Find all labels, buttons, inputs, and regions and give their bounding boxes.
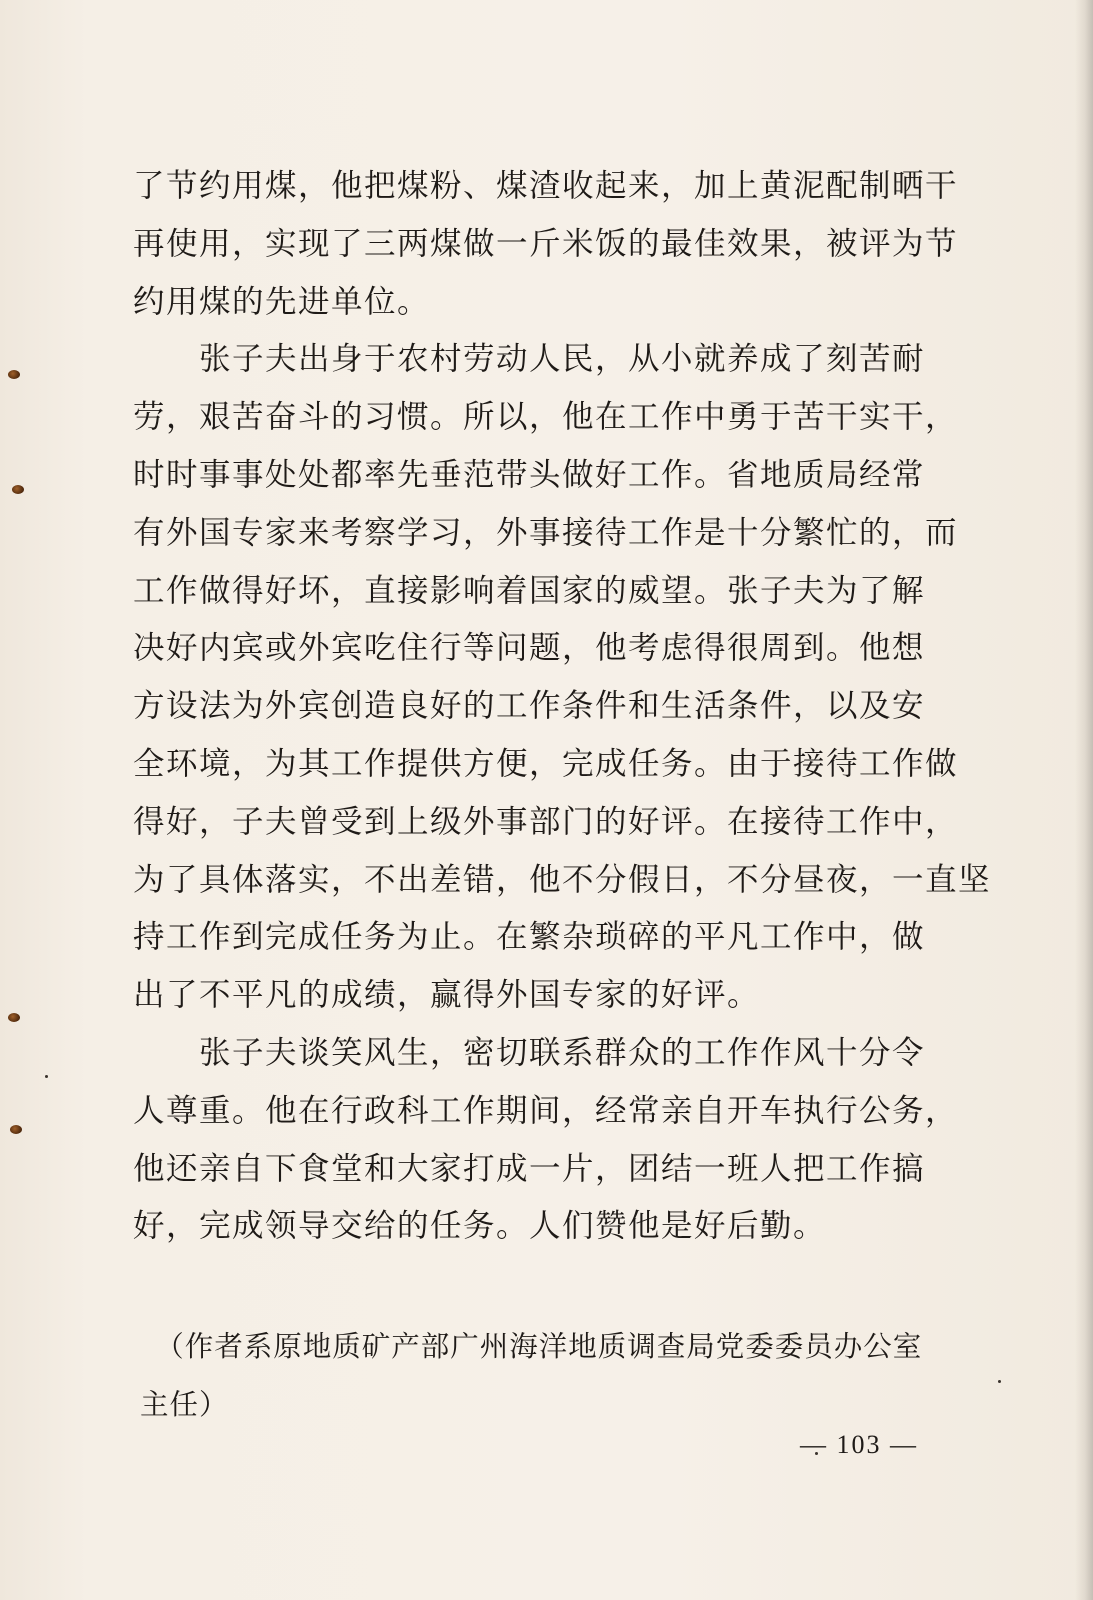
author-note-line: 主任） (140, 1388, 229, 1421)
text-line: 张子夫出身于农村劳动人民，从小就养成了刻苦耐 (133, 341, 926, 378)
text-line: 人尊重。他在行政科工作期间，经常亲自开车执行公务， (133, 1092, 959, 1129)
page-number: — 103 — (800, 1430, 918, 1459)
text-line: 为了具体落实，不出差错，他不分假日，不分昼夜，一直坚 (133, 861, 992, 898)
binding-hole-mark (12, 485, 24, 494)
author-note (140, 1318, 970, 1434)
scan-speck (45, 1075, 48, 1078)
binding-hole-mark (10, 1125, 22, 1134)
body-text (133, 158, 992, 1256)
text-line: 得好，子夫曾受到上级外事部门的好评。在接待工作中， (133, 803, 959, 840)
binding-hole-mark (8, 1013, 20, 1022)
author-note-line: （作者系原地质矿产部广州海洋地质调查局党委委员办公室 (140, 1330, 923, 1363)
text-line: 全环境，为其工作提供方便，完成任务。由于接待工作做 (133, 745, 959, 782)
text-line: 出了不平凡的成绩，赢得外国专家的好评。 (133, 977, 761, 1014)
text-line: 好，完成领导交给的任务。人们赞他是好后勤。 (133, 1208, 827, 1245)
text-line: 时时事事处处都率先垂范带头做好工作。省地质局经常 (133, 456, 926, 493)
text-line: 方设法为外宾创造良好的工作条件和生活条件，以及安 (133, 688, 926, 725)
text-line: 再使用，实现了三两煤做一斤米饭的最佳效果，被评为节 (133, 225, 959, 262)
text-line: 劳，艰苦奋斗的习惯。所以，他在工作中勇于苦干实干， (133, 399, 959, 436)
page-edge-shadow (1075, 0, 1093, 1600)
text-line: 约用煤的先进单位。 (133, 283, 431, 320)
scan-speck (998, 1380, 1001, 1383)
text-line: 决好内宾或外宾吃住行等问题，他考虑得很周到。他想 (133, 630, 926, 667)
text-line: 有外国专家来考察学习，外事接待工作是十分繁忙的，而 (133, 514, 959, 551)
binding-hole-mark (8, 370, 20, 379)
text-line: 持工作到完成任务为止。在繁杂琐碎的平凡工作中，做 (133, 919, 926, 956)
text-line: 工作做得好坏，直接影响着国家的威望。张子夫为了解 (133, 572, 926, 609)
text-line: 张子夫谈笑风生，密切联系群众的工作作风十分令 (133, 1034, 926, 1071)
text-line: 了节约用煤，他把煤粉、煤渣收起来，加上黄泥配制晒干 (133, 168, 959, 204)
text-line: 他还亲自下食堂和大家打成一片，团结一班人把工作搞 (133, 1150, 926, 1187)
